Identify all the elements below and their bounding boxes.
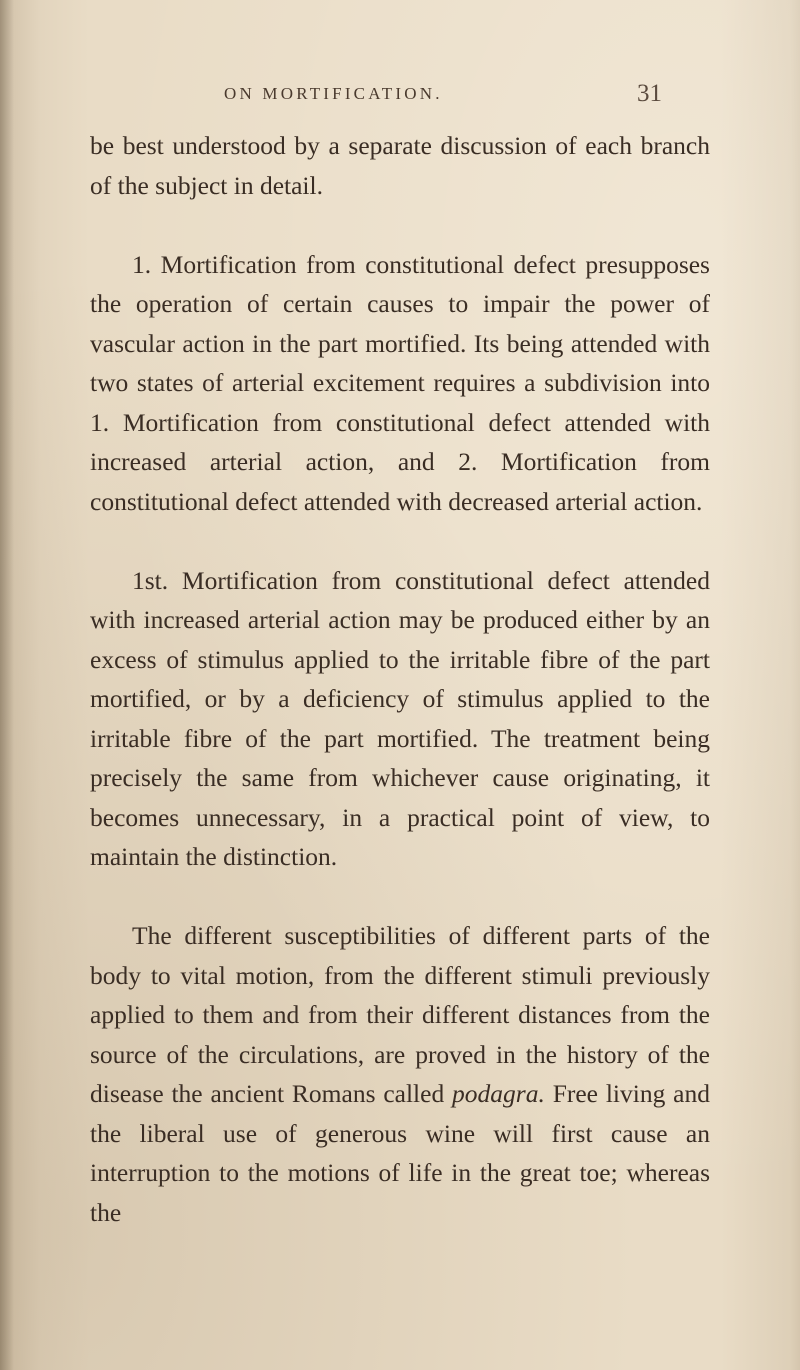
paragraph-constitutional-defect (90, 245, 710, 522)
running-head (0, 80, 800, 114)
body-text (90, 126, 710, 1232)
italic-term-podagra: podagra. (452, 1079, 545, 1108)
page-number: 31 (637, 80, 662, 107)
paragraph-text: The different susceptibilities of different parts of the body to vital motion, from the different stimuli previously applied to them and from their different distances from the source of the circulations, are proved in the history of the disease the ancient Romans called (90, 921, 710, 1108)
paragraph-text: be best understood by a separate discussion of each branch of the subject in detail. (90, 131, 710, 200)
paragraph-increased-arterial-action (90, 561, 710, 877)
paragraph-text: Free living and the liberal use of generous wine will first cause an interruption to the motions of life in the great toe; whereas the (90, 1079, 710, 1227)
paragraph-susceptibilities (90, 916, 710, 1232)
paragraph-text: 1st. Mortification from constitutional defect attended with increased arterial action may be produced either by an excess of stimulus applied to the irritable fibre of the part mortified, or by a deficiency of stimulus applied to the irritable fibre of the part mortified. The treatment being precisely the same from whichever cause originating, it becomes unnecessary, in a practical point of view, to maintain the distinction. (90, 565, 710, 871)
paragraph-continuation (90, 126, 710, 205)
page-edge-shadow (0, 0, 14, 1370)
paragraph-text: 1. Mortification from constitutional defect presupposes the operation of certain causes to impair the power of vascular action in the part mortified. Its being attended with two states of arterial excitement requires a subdivision into 1. Mortification from constitutional defect attended with increased arterial action, and 2. Mortification from constitutional defect attended with decreased arterial action. (90, 249, 710, 516)
running-head-title: ON MORTIFICATION. (224, 84, 443, 103)
